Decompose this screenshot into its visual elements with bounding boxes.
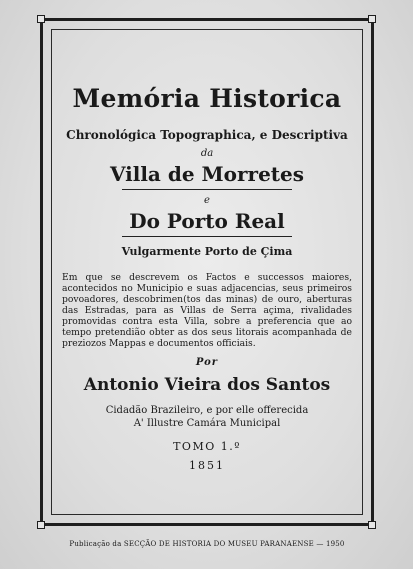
corner-ornament-top-right xyxy=(368,15,376,23)
divider-rule xyxy=(122,236,292,237)
document-title: Memória Historica xyxy=(72,84,342,113)
volume-label: TOMO 1.º xyxy=(173,440,241,453)
corner-ornament-bottom-right xyxy=(368,521,376,529)
author-name: Antonio Vieira dos Santos xyxy=(83,375,331,395)
by-label: Por xyxy=(195,357,219,368)
corner-ornament-top-left xyxy=(37,15,45,23)
corner-ornament-bottom-left xyxy=(37,521,45,529)
conjunction-e: e xyxy=(204,195,210,206)
document-subtitle: Chronológica Topographica, e Descriptiva xyxy=(66,128,348,142)
description-paragraph: Em que se descrevem os Factos e successos maiores, acontecidos no Municipio e suas adjacencias, seus primeiros povoadores, descobrimen(tos das minas) de ouro, aberturas das Estradas, para as Villas de Serra açima, rivalidades promovidas contra esta Villa, sobre a preferencia que ao tempo pretendião obter as dos seus litorais acompanhada de preziozos Mappas e documentos officiais. xyxy=(62,272,352,349)
publisher-footer: Publicação da SECÇÃO DE HISTORIA DO MUSEU PARANAENSE — 1950 xyxy=(69,540,345,548)
alternate-name: Vulgarmente Porto de Çima xyxy=(121,245,293,258)
title-page-content xyxy=(56,70,358,472)
publication-year: 1851 xyxy=(189,459,225,472)
conjunction-da: da xyxy=(200,148,214,159)
dedication-line-2: A' Illustre Camára Municipal xyxy=(133,418,281,429)
divider-rule xyxy=(122,189,292,190)
place-porto-real: Do Porto Real xyxy=(129,209,285,233)
dedication-line-1: Cidadão Brazileiro, e por elle offerecida xyxy=(105,405,309,416)
place-villa-de-morretes: Villa de Morretes xyxy=(109,162,305,186)
